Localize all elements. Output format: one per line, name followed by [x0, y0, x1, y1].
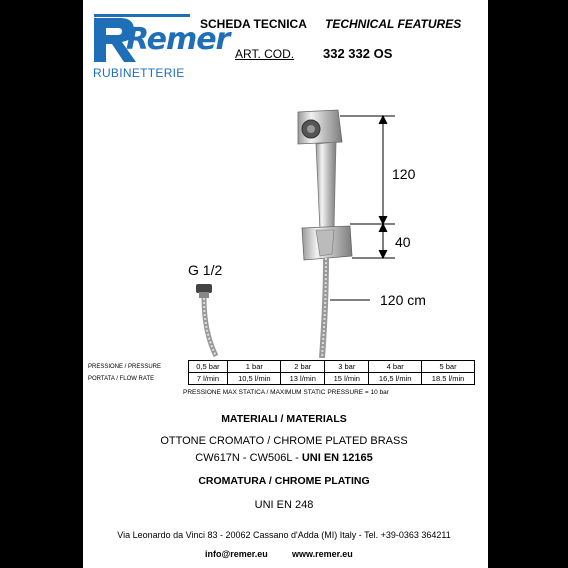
wall-bracket-icon — [302, 226, 352, 260]
article-code-label: ART. COD. — [235, 47, 295, 61]
connector-label: G 1/2 — [188, 262, 223, 278]
table-cell: 7 l/min — [188, 373, 228, 385]
dimension-lines — [330, 116, 395, 300]
article-code-value: 332 332 OS — [323, 46, 393, 61]
brand-name: Remer — [126, 22, 230, 57]
flow-table — [88, 360, 475, 385]
table-cell: 13 l/min — [281, 373, 325, 385]
plating-standard: UNI EN 248 — [254, 499, 314, 511]
hose-coil-icon — [190, 282, 230, 358]
table-cell: 1 bar — [228, 361, 281, 373]
website-link[interactable]: www.remer.eu — [292, 549, 353, 559]
company-address: Via Leonardo da Vinci 83 - 20062 Cassano d'Adda (MI) Italy - Tel. +39-0363 364211 — [117, 530, 451, 540]
title-italian: SCHEDA TECNICA — [200, 17, 307, 31]
table-cell: 4 bar — [369, 361, 422, 373]
max-pressure-note: PRESSIONE MAX STATICA / MAXIMUM STATIC PRESSURE = 10 bar — [183, 389, 389, 396]
table-cell: 3 bar — [325, 361, 369, 373]
table-row — [88, 373, 475, 385]
alloy-codes: CW617N - CW506L - — [195, 452, 302, 464]
hose-icon — [322, 258, 326, 358]
brand-subtitle: RUBINETTERIE — [93, 66, 185, 80]
table-cell: 0,5 bar — [188, 361, 228, 373]
materials-line: OTTONE CROMATO / CHROME PLATED BRASS — [160, 435, 408, 447]
table-cell: 18.5 l/min — [422, 373, 475, 385]
hand-shower-icon — [298, 110, 342, 230]
table-cell: 10,5 l/min — [228, 373, 281, 385]
table-row — [88, 361, 475, 373]
bracket-dimension: 40 — [395, 234, 411, 250]
pressure-label: PRESSIONE / PRESSURE — [88, 363, 162, 370]
table-cell: 2 bar — [281, 361, 325, 373]
hose-length-dimension: 120 cm — [380, 292, 426, 308]
height-dimension: 120 — [392, 166, 416, 182]
flow-label: PORTATA / FLOW RATE — [88, 375, 155, 382]
materials-standard-line — [88, 452, 480, 464]
materials-heading: MATERIALI / MATERIALS — [221, 413, 347, 425]
table-cell: 16,5 l/min — [369, 373, 422, 385]
table-cell: 5 bar — [422, 361, 475, 373]
standard-code: UNI EN 12165 — [301, 452, 373, 464]
table-cell: 15 l/min — [325, 373, 369, 385]
plating-heading: CROMATURA / CHROME PLATING — [198, 475, 370, 487]
title-english: TECHNICAL FEATURES — [325, 17, 462, 31]
email-link[interactable]: info@remer.eu — [205, 549, 268, 559]
